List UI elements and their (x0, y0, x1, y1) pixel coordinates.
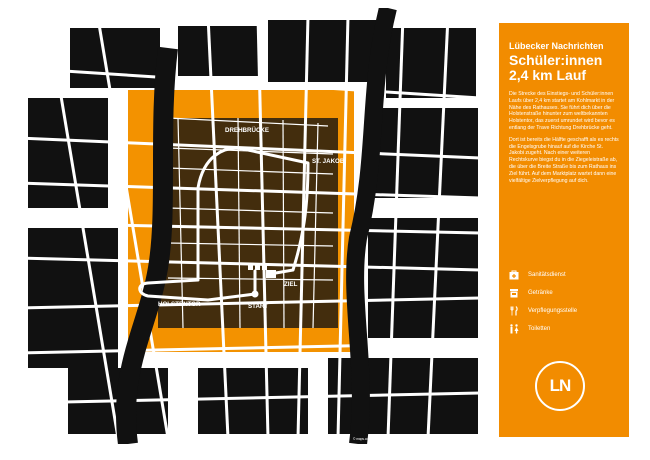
label-start: START (248, 303, 269, 310)
info-panel (499, 23, 629, 437)
ln-logo (535, 361, 585, 411)
medical-kit-icon (509, 270, 519, 280)
legend-item (509, 284, 621, 302)
route-map[interactable] (8, 8, 490, 444)
legend-label: Getränke (528, 290, 553, 296)
legend-item (509, 266, 621, 284)
medical-marker-icon (248, 265, 253, 270)
label-holstentor: HOLSTENTOR (158, 301, 201, 308)
toilet-marker-icon (262, 265, 267, 270)
description-paragraph-1: Die Strecke des Einstiegs- und Schüler:innen Laufs über 2,4 km startet am Kohlmarkt in der Nähe des Rathauses. Sie führt dich über die Holstenstraße hinunter zum weltbekannten Holstentor, das zuerst umrundet wird bevor es entlang der Trave Richtung Drehbrücke geht. (509, 91, 615, 131)
ziel-finish-marker[interactable] (266, 270, 276, 278)
service-icons (248, 265, 267, 270)
ln-logo-text: LN (549, 376, 571, 395)
toilet-icon (509, 324, 519, 334)
panel-title-line-1: Schüler:innen (509, 52, 603, 68)
legend-label: Sanitätsdienst (528, 272, 566, 278)
drinks-icon (509, 288, 519, 298)
map-credit: © maps.com · Map Data: OpenStreetMap ODbL (353, 437, 422, 441)
brand-name: Lübecker Nachrichten (509, 41, 604, 51)
legend-item (509, 320, 621, 338)
description-paragraph-2: Dort ist bereits die Hälfte geschafft als es rechts die Engelsgrube hinauf auf die Kirche St. Jakobi zugeht. Nach einer weiteren Rechtskurve biegst du in die Ziegeleistraße ab, die über die Breite Straße bis zum Rathaus ins Ziel führt. Auf dem Marktplatz wartet dann eine vielfältige Zielverpflegung auf dich. (509, 136, 619, 184)
legend-label: Toiletten (528, 326, 551, 332)
start-marker[interactable] (252, 291, 259, 298)
cutlery-icon (509, 306, 519, 316)
label-ziel: ZIEL (284, 281, 298, 288)
label-st-jakobi: ST. JAKOBI (312, 158, 347, 165)
label-drehbruecke: DREHBRÜCKE (225, 127, 270, 134)
legend-label: Verpflegungsstelle (528, 308, 578, 314)
drinks-marker-icon (255, 265, 260, 270)
panel-title-line-2: 2,4 km Lauf (509, 67, 587, 83)
legend (509, 266, 621, 338)
legend-item (509, 302, 621, 320)
